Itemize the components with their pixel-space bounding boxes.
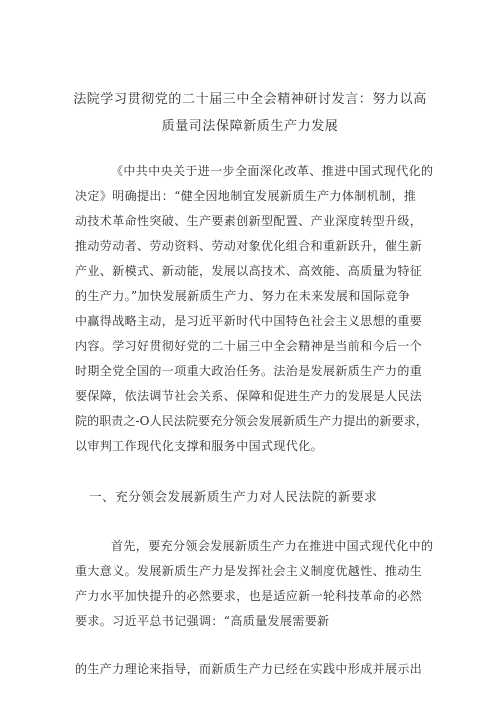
- title-line-1: 法院学习贯彻党的二十届三中全会精神研讨发言：努力以高: [73, 92, 427, 107]
- paragraph-1-line: 决定》明确提出：“健全因地制宜发展新质生产力体制机制，推: [75, 189, 417, 203]
- paragraph-1-line: 内容。学习好贯彻好党的二十届三中全会精神是当前和今后一个: [75, 339, 423, 353]
- paragraph-1-line: 时期全党全国的一项重大政治任务。法治是发展新质生产力的重: [75, 364, 423, 378]
- paragraph-1-line: 动技术革命性突破、生产要素创新型配置、产业深度转型升级，: [75, 214, 423, 228]
- paragraph-1-line: 产业、新模式、新动能，发展以高技术、高效能、高质量为特征: [75, 264, 423, 278]
- title-line-2: 质量司法保障新质生产力发展: [161, 119, 339, 134]
- paragraph-1-line: 要保障，依法调节社会关系、保障和促进生产力的发展是人民法: [75, 389, 423, 403]
- paragraph-1-line: 中赢得战略主动，是习近平新时代中国特色社会主义思想的重要: [75, 314, 423, 328]
- paragraph-1-line: 院的职责之-O人民法院要充分领会发展新质生产力提出的新要求，: [75, 414, 428, 428]
- section-heading-1: 一、充分领会发展新质生产力对人民法院的新要求: [89, 489, 378, 504]
- paragraph-2-line: 要求。习近平总书记强调：“高质量发展需要新: [75, 614, 330, 628]
- paragraph-1-line: 的生产力。”加快发展新质生产力、努力在未来发展和国际竞争: [75, 289, 411, 303]
- paragraph-1-line: 推动劳动者、劳动资料、劳动对象优化组合和重新跃升，催生新: [75, 239, 423, 253]
- paragraph-1-line: 《中共中央关于进一步全面深化改革、推进中国式现代化的: [111, 164, 434, 178]
- paragraph-3-line: 的生产力理论来指导，而新质生产力已经在实践中形成并展示出: [75, 662, 423, 676]
- paragraph-2-line: 重大意义。发展新质生产力是发挥社会主义制度优越性、推动生: [75, 564, 423, 578]
- paragraph-2-line: 首先，要充分领会发展新质生产力在推进中国式现代化中的: [111, 539, 434, 553]
- paragraph-1-line: 以审判工作现代化支撑和服务中国式现代化。: [75, 439, 324, 453]
- paragraph-2-line: 产力水平加快提升的必然要求，也是适应新一轮科技革命的必然: [75, 589, 423, 603]
